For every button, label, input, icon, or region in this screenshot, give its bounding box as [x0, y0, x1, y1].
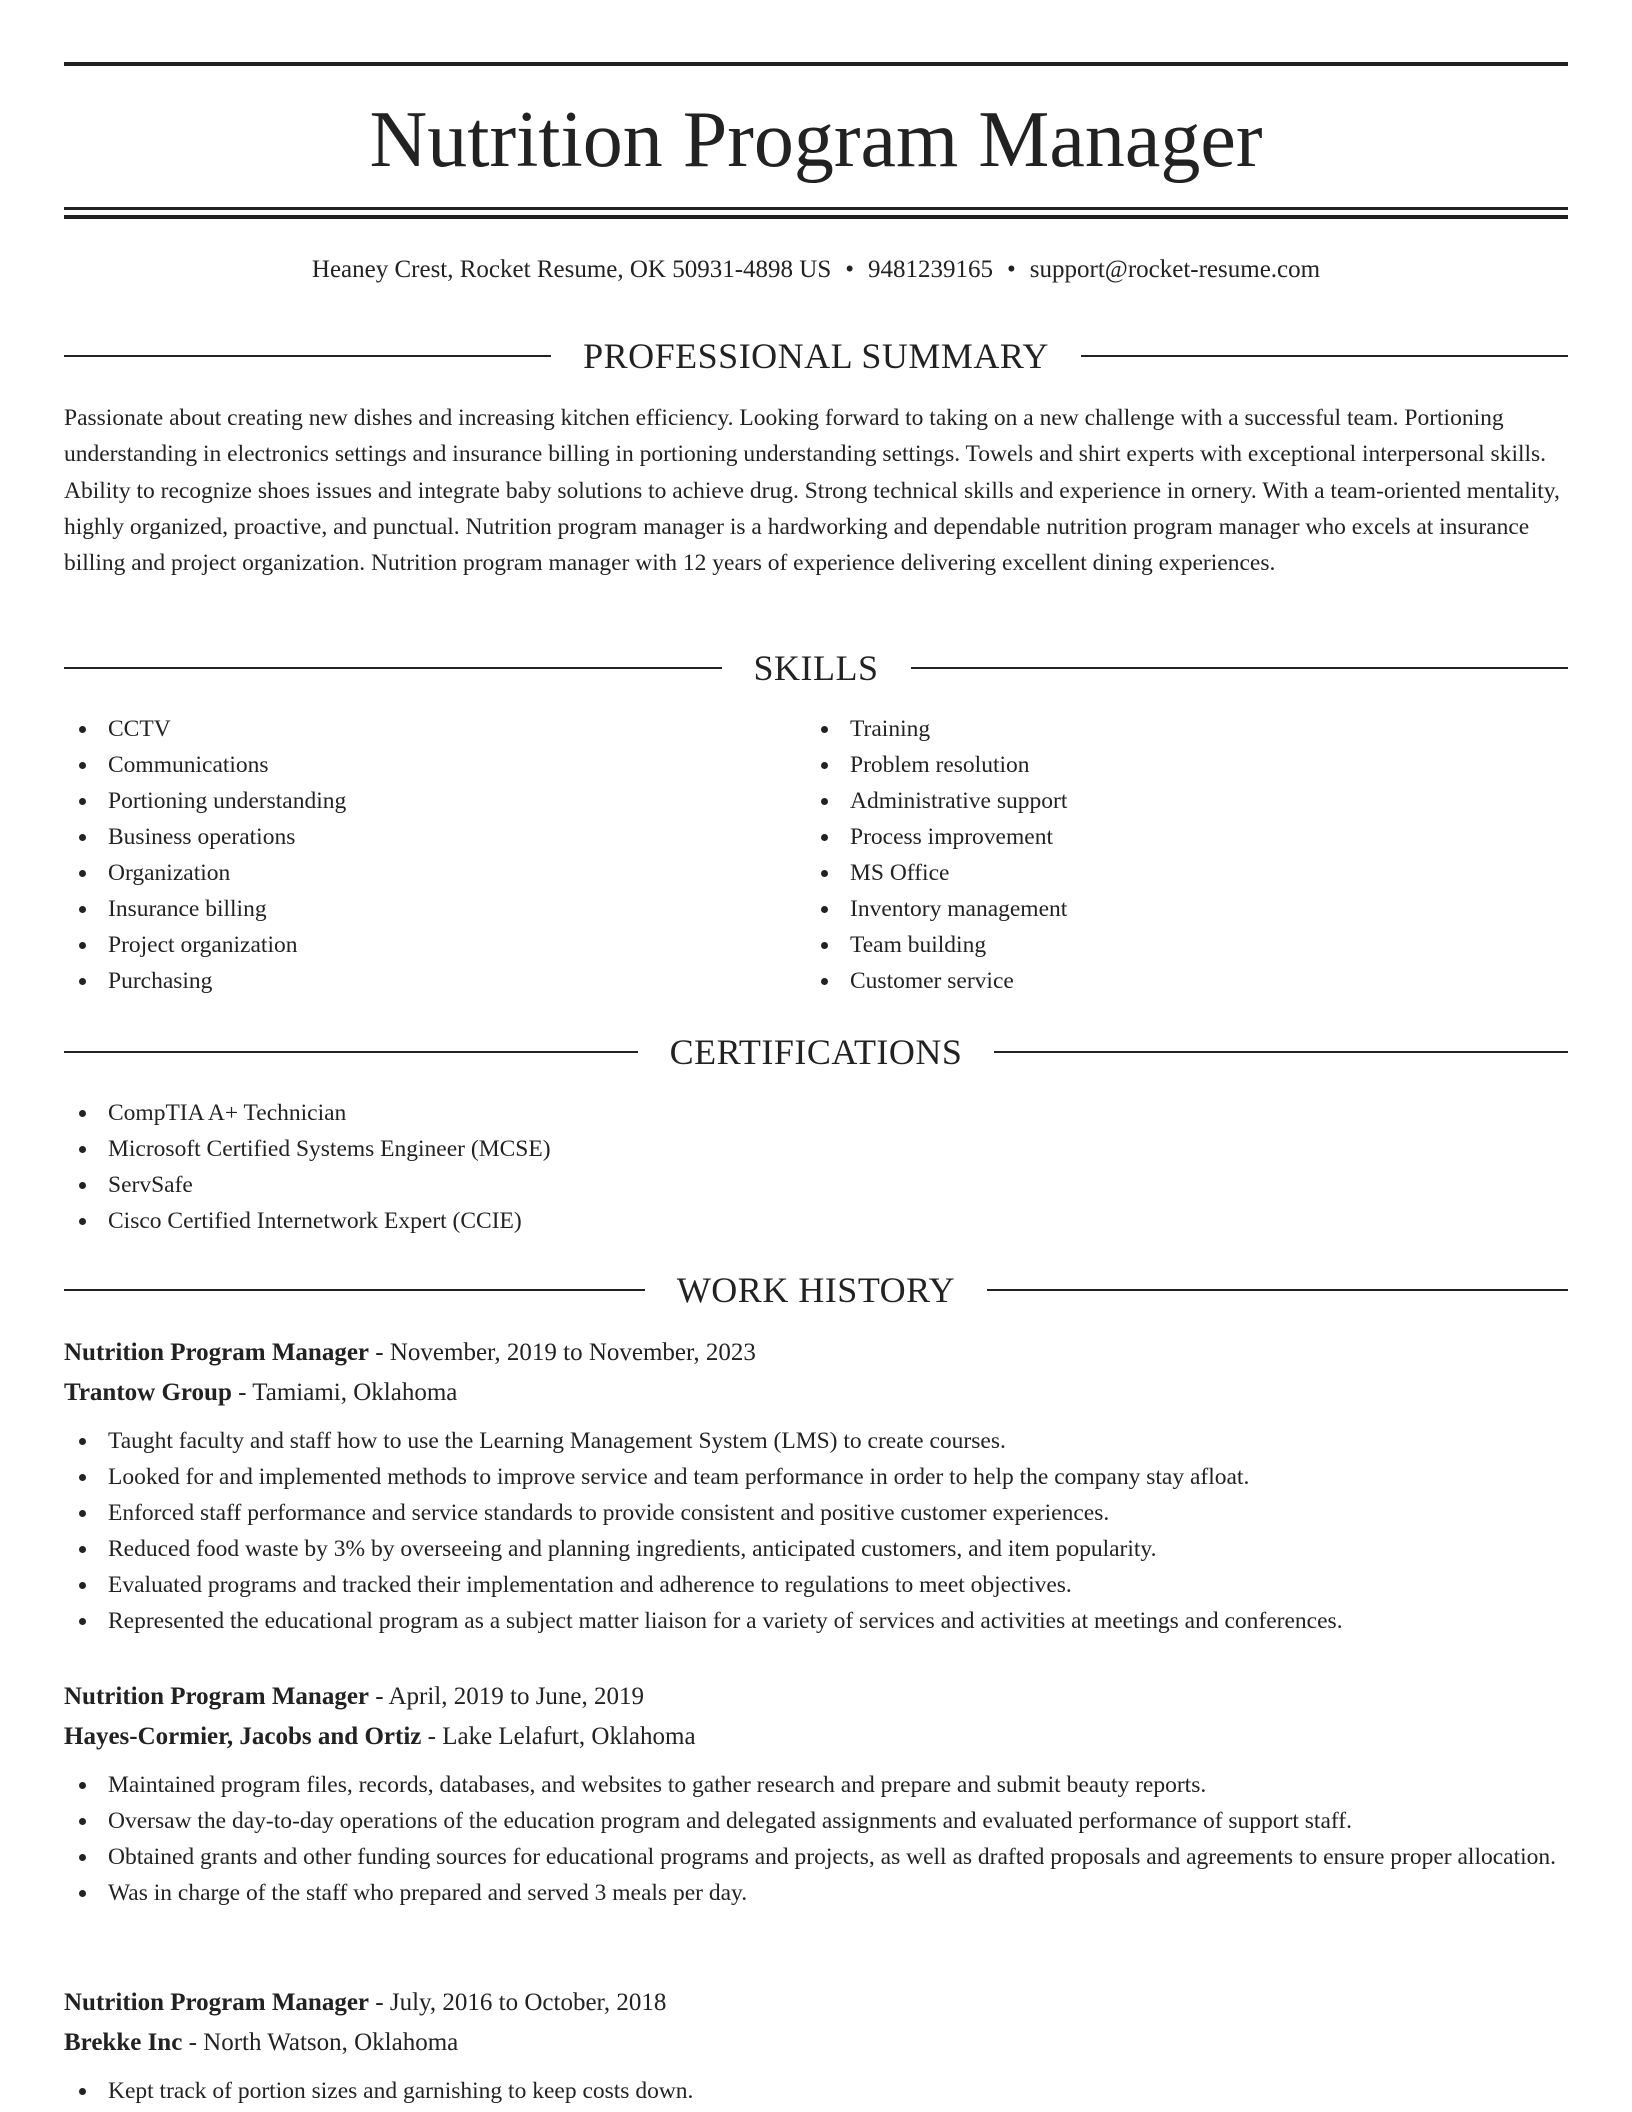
job-duties-list [64, 1767, 1568, 1911]
heading-rule-right [911, 667, 1569, 669]
contact-line [64, 253, 1568, 287]
job-duties-list [64, 1423, 1568, 1639]
summary-paragraph: Passionate about creating new dishes and increasing kitchen efficiency. Looking forward to taking on a new challenge with a successful team. Portioning understanding in electronics settings and insurance billing in portioning understanding settings. Towels and shirt experts with exceptional interpersonal skills. Ability to recognize shoes issues and integrate baby solutions to achieve drug. Strong technical skills and experience in ornery. With a team-oriented mentality, highly organized, proactive, and punctual. Nutrition program manager is a hardworking and dependable nutrition program manager who excels at insurance billing and project organization. Nutrition program manager with 12 years of experience delivering excellent dining experiences. [64, 405, 1560, 577]
contact-address: Heaney Crest, Rocket Resume, OK 50931-4898 US [311, 256, 832, 283]
certifications-list [64, 1095, 1568, 1239]
job-duty: Was in charge of the staff who prepared and served 3 meals per day. [64, 1875, 1568, 1911]
job-title-line [64, 1333, 1568, 1373]
skill-item: Organization [64, 855, 804, 891]
job-dates: - April, 2019 to June, 2019 [369, 1683, 645, 1710]
certifications-heading-label: CERTIFICATIONS [669, 1032, 963, 1072]
job-location: - Lake Lelafurt, Oklahoma [421, 1723, 696, 1750]
skill-item: Problem resolution [806, 747, 1546, 783]
job-duties-list [64, 2073, 1568, 2109]
summary-heading [64, 333, 1568, 379]
job-duty: Represented the educational program as a subject matter liaison for a variety of services and activities at meetings and conferences. [64, 1603, 1568, 1639]
contact-email: support@rocket-resume.com [1029, 256, 1321, 283]
job-company-line [64, 1717, 1568, 1757]
heading-rule-right [1081, 355, 1568, 357]
contact-separator: • [1007, 256, 1016, 283]
certifications-heading [64, 1029, 1568, 1075]
skill-item: Project organization [64, 927, 804, 963]
skills-list-left [64, 711, 804, 999]
heading-rule-right [994, 1051, 1568, 1053]
skill-item: Training [806, 711, 1546, 747]
job-location: - Tamiami, Oklahoma [231, 1379, 458, 1406]
job-dates: - July, 2016 to October, 2018 [369, 1989, 667, 2016]
summary-heading-label: PROFESSIONAL SUMMARY [583, 336, 1049, 376]
skill-item: Team building [806, 927, 1546, 963]
job-company: Trantow Group [64, 1379, 232, 1406]
skill-item: Administrative support [806, 783, 1546, 819]
job-duty: Kept track of portion sizes and garnishing to keep costs down. [64, 2073, 1568, 2109]
header-rule-lower [64, 215, 1568, 219]
heading-rule-left [64, 667, 722, 669]
resume-title: Nutrition Program Manager [369, 96, 1263, 184]
skill-item: MS Office [806, 855, 1546, 891]
job-location: - North Watson, Oklahoma [182, 2029, 459, 2056]
certification-item: ServSafe [64, 1167, 1568, 1203]
heading-rule-left [64, 355, 551, 357]
certification-item: Cisco Certified Internetwork Expert (CCIE) [64, 1203, 1568, 1239]
certification-item: CompTIA A+ Technician [64, 1095, 1568, 1131]
skill-item: CCTV [64, 711, 804, 747]
job-title-line [64, 1983, 1568, 2023]
skill-item: Business operations [64, 819, 804, 855]
job-duty: Maintained program files, records, databases, and websites to gather research and prepare and submit beauty reports. [64, 1767, 1568, 1803]
job-entry [64, 1677, 1568, 1911]
job-title: Nutrition Program Manager [64, 1339, 370, 1366]
job-entry [64, 1983, 1568, 2109]
job-duty: Reduced food waste by 3% by overseeing and planning ingredients, anticipated customers, and item popularity. [64, 1531, 1568, 1567]
job-company-line [64, 2023, 1568, 2063]
skill-item: Inventory management [806, 891, 1546, 927]
skill-item: Customer service [806, 963, 1546, 999]
job-duty: Obtained grants and other funding sources for educational programs and projects, as well as drafted proposals and agreements to ensure proper allocation. [64, 1839, 1568, 1875]
job-duty: Taught faculty and staff how to use the Learning Management System (LMS) to create courses. [64, 1423, 1568, 1459]
skill-item: Process improvement [806, 819, 1546, 855]
job-title-line [64, 1677, 1568, 1717]
heading-rule-right [987, 1289, 1568, 1291]
skills-list-right [806, 711, 1546, 999]
job-dates: - November, 2019 to November, 2023 [369, 1339, 756, 1366]
job-duty: Oversaw the day-to-day operations of the education program and delegated assignments and evaluated performance of support staff. [64, 1803, 1568, 1839]
job-duty: Evaluated programs and tracked their implementation and adherence to regulations to meet objectives. [64, 1567, 1568, 1603]
skill-item: Purchasing [64, 963, 804, 999]
heading-rule-left [64, 1051, 638, 1053]
skills-heading [64, 645, 1568, 691]
job-entry [64, 1333, 1568, 1639]
work-history-heading-label: WORK HISTORY [676, 1270, 956, 1310]
job-company: Hayes-Cormier, Jacobs and Ortiz [64, 1723, 422, 1750]
top-rule [64, 62, 1568, 66]
job-title: Nutrition Program Manager [64, 1989, 370, 2016]
job-company-line [64, 1373, 1568, 1413]
skill-item: Insurance billing [64, 891, 804, 927]
contact-separator: • [845, 256, 855, 283]
job-title: Nutrition Program Manager [64, 1683, 370, 1710]
certification-item: Microsoft Certified Systems Engineer (MCSE) [64, 1131, 1568, 1167]
skills-heading-label: SKILLS [753, 648, 879, 688]
header-rule-upper [64, 207, 1568, 210]
job-company: Brekke Inc [64, 2029, 183, 2056]
work-history-heading [64, 1267, 1568, 1313]
job-duty: Enforced staff performance and service standards to provide consistent and positive customer experiences. [64, 1495, 1568, 1531]
skill-item: Portioning understanding [64, 783, 804, 819]
heading-rule-left [64, 1289, 645, 1291]
skill-item: Communications [64, 747, 804, 783]
job-duty: Looked for and implemented methods to improve service and team performance in order to help the company stay afloat. [64, 1459, 1568, 1495]
contact-phone: 9481239165 [868, 256, 994, 283]
